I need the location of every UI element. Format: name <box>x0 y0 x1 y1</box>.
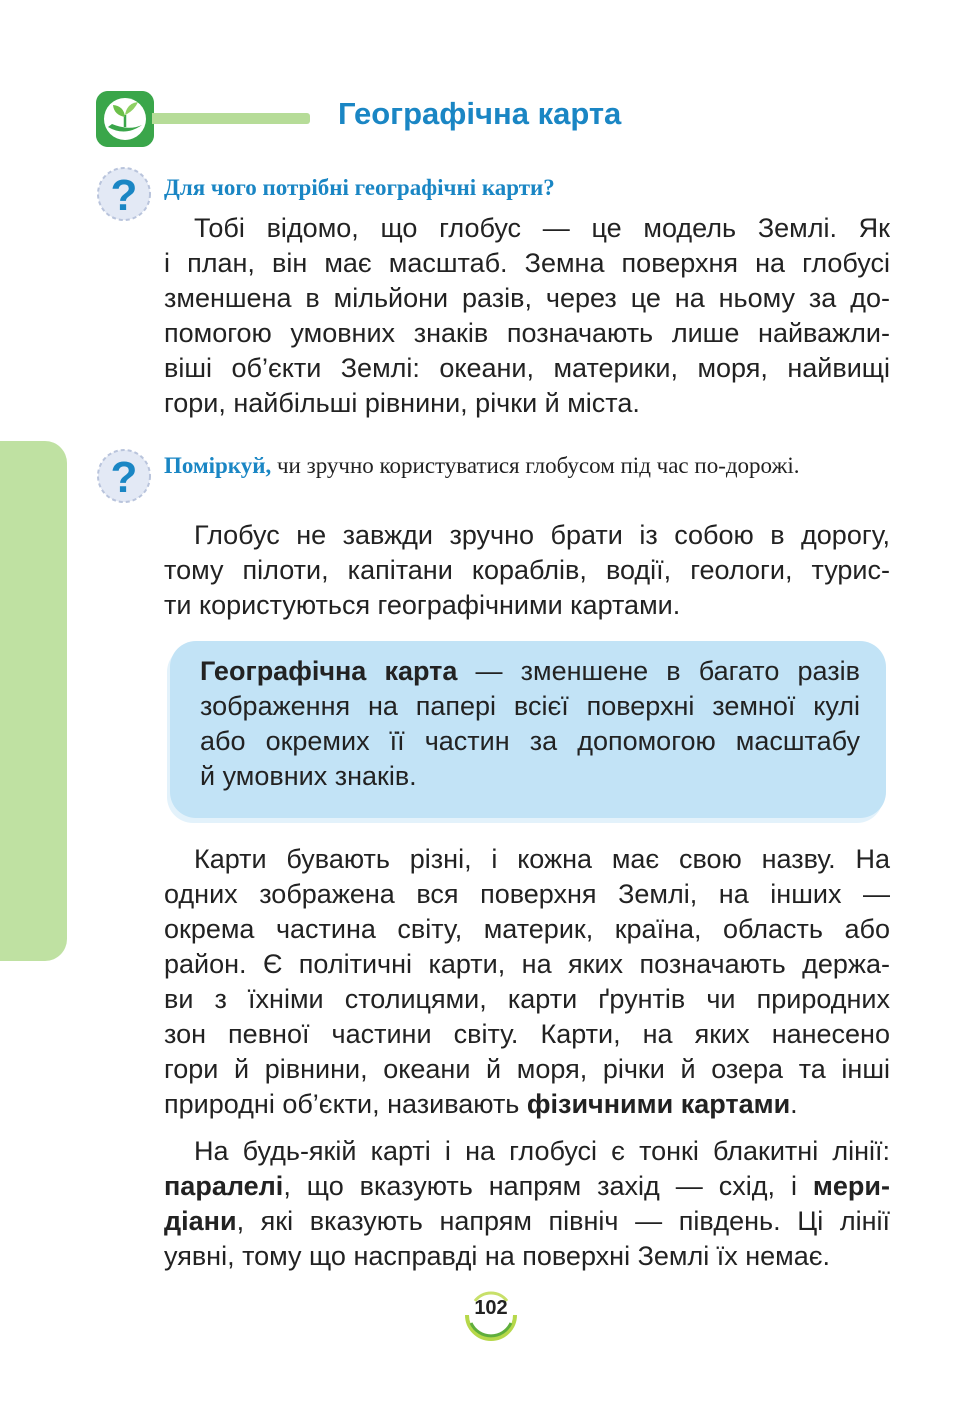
term-meridians: мери- <box>812 1171 890 1201</box>
text-line: і план, він має масштаб. Земна поверхня на глобусі <box>164 248 890 278</box>
text-line: Карти бувають різні, і кожна має свою назву. На <box>194 844 890 874</box>
text-line: одних зображена вся поверхня Землі, на інших — <box>164 879 890 909</box>
text-line: зон певної частини світу. Карти, на яких нанесено <box>164 1019 890 1049</box>
question-mark-icon <box>95 165 153 223</box>
header-rule <box>152 113 310 124</box>
paragraph-globe <box>164 211 890 421</box>
think-prompt-text: чи зручно користуватися глобусом під час по-дорожі. <box>271 453 800 478</box>
text-line: й умовних знаків. <box>200 761 417 791</box>
definition-term: Географічна карта <box>200 656 458 686</box>
text-line: На будь-якій карті і на глобусі є тонкі блакитні лінії: <box>194 1136 890 1166</box>
think-prompt <box>164 449 890 483</box>
text-line: гори й рівнини, океани й моря, річки й озера та інші <box>164 1054 890 1084</box>
text-line: віші об’єкти Землі: океани, материки, моря, найвищі <box>164 353 890 383</box>
text-line: зображення на папері всієї поверхні земної кулі <box>200 691 860 721</box>
text-line: район. Є політичні карти, на яких позначають держа- <box>164 949 890 979</box>
text-line: ти користуються географічними картами. <box>164 590 681 620</box>
text-line: діани, які вказують напрям північ — південь. Ці лінії <box>164 1206 890 1236</box>
page-number: 102 <box>474 1297 508 1319</box>
question-heading: Для чого потрібні географічні карти? <box>164 175 555 200</box>
svg-text:?: ? <box>110 171 138 220</box>
paragraph-lines <box>164 1134 890 1274</box>
text-line: або окремих її частин за допомогою масштабу <box>200 726 860 756</box>
leaf-sprout-icon <box>96 91 154 147</box>
page-number-badge <box>461 1285 521 1345</box>
text-line: Тобі відомо, що глобус — це модель Землі. Як <box>194 213 890 243</box>
paragraph-map-types <box>164 842 890 1122</box>
text-line: тому пілоти, капітани кораблів, водії, геологи, турис- <box>164 555 890 585</box>
paragraph-travel <box>164 518 890 623</box>
text-line: помогою умовних знаків позначають лише найважли- <box>164 318 890 348</box>
text-line: паралелі, що вказують напрям захід — схід, і мери- <box>164 1171 890 1201</box>
text-line: ви з їхніми столицями, карти ґрунтів чи природних <box>164 984 890 1014</box>
text-line: Глобус не завжди зручно брати із собою в дорогу, <box>194 520 890 550</box>
term-parallels: паралелі <box>164 1171 284 1201</box>
text-line: уявні, тому що насправді на поверхні Землі їх немає. <box>164 1241 830 1271</box>
text-line: Географічна карта — зменшене в багато разів <box>200 656 860 686</box>
text-line: окрема частина світу, материк, країна, область або <box>164 914 890 944</box>
svg-text:?: ? <box>110 453 138 502</box>
think-prompt-lead: Поміркуй, <box>164 453 272 478</box>
text-line: зменшена в мільйони разів, через це на ньому за до- <box>164 283 890 313</box>
text-line: гори, найбільші рівнини, річки й міста. <box>164 388 640 418</box>
side-chapter-tab <box>0 441 67 961</box>
term-physical-maps: фізичними картами <box>526 1089 791 1119</box>
page-title: Географічна карта <box>338 96 622 131</box>
definition-text <box>200 654 860 794</box>
text-line: природні об’єкти, називають фізичними картами. <box>164 1089 798 1119</box>
